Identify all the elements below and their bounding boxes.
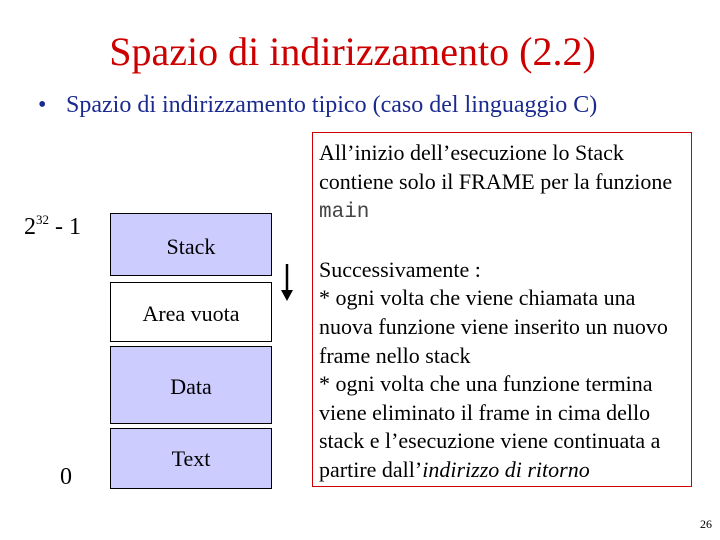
page-number: 26 [700,517,712,531]
explanation-text: All’inizio dell’esecuzione lo Stack contiene solo il FRAME per la funzione [319,140,673,194]
top-address-exponent: 32 [36,212,49,227]
memory-block-text [110,428,272,489]
explanation-line: Successivamente : [319,256,481,282]
explanation-paragraph-2 [319,256,691,485]
code-function-name: main [319,201,370,225]
explanation-line: * ogni volta che una funzione termina viene eliminato il frame in cima dello stack e l’esecuzione viene continuata a partire dall’ [319,371,661,482]
top-address-label [24,212,81,241]
top-address-base: 2 [24,214,36,240]
memory-block-label: Stack [166,234,216,259]
memory-block-stack [110,213,272,276]
memory-block-data [110,346,272,424]
memory-block-label: Data [170,374,212,399]
memory-block-label: Text [171,446,211,471]
slide-title: Spazio di indirizzamento (2.2) [109,29,596,74]
memory-block-empty-area [110,282,272,342]
bullet-dot-icon: • [38,92,47,118]
bullet-item [38,92,597,119]
top-address-suffix: - 1 [49,214,81,240]
explanation-line: * ogni volta che viene chiamata una nuova funzione viene inserito un nuovo frame nello stack [319,285,668,368]
memory-block-label: Area vuota [142,301,240,326]
explanation-paragraph-1 [319,139,691,228]
bullet-text: Spazio di indirizzamento tipico (caso del linguaggio C) [66,92,598,118]
explanation-box [312,132,692,487]
bottom-address-label: 0 [60,464,72,490]
down-arrow-icon [280,264,294,302]
explanation-italic: indirizzo di ritorno [422,456,590,482]
